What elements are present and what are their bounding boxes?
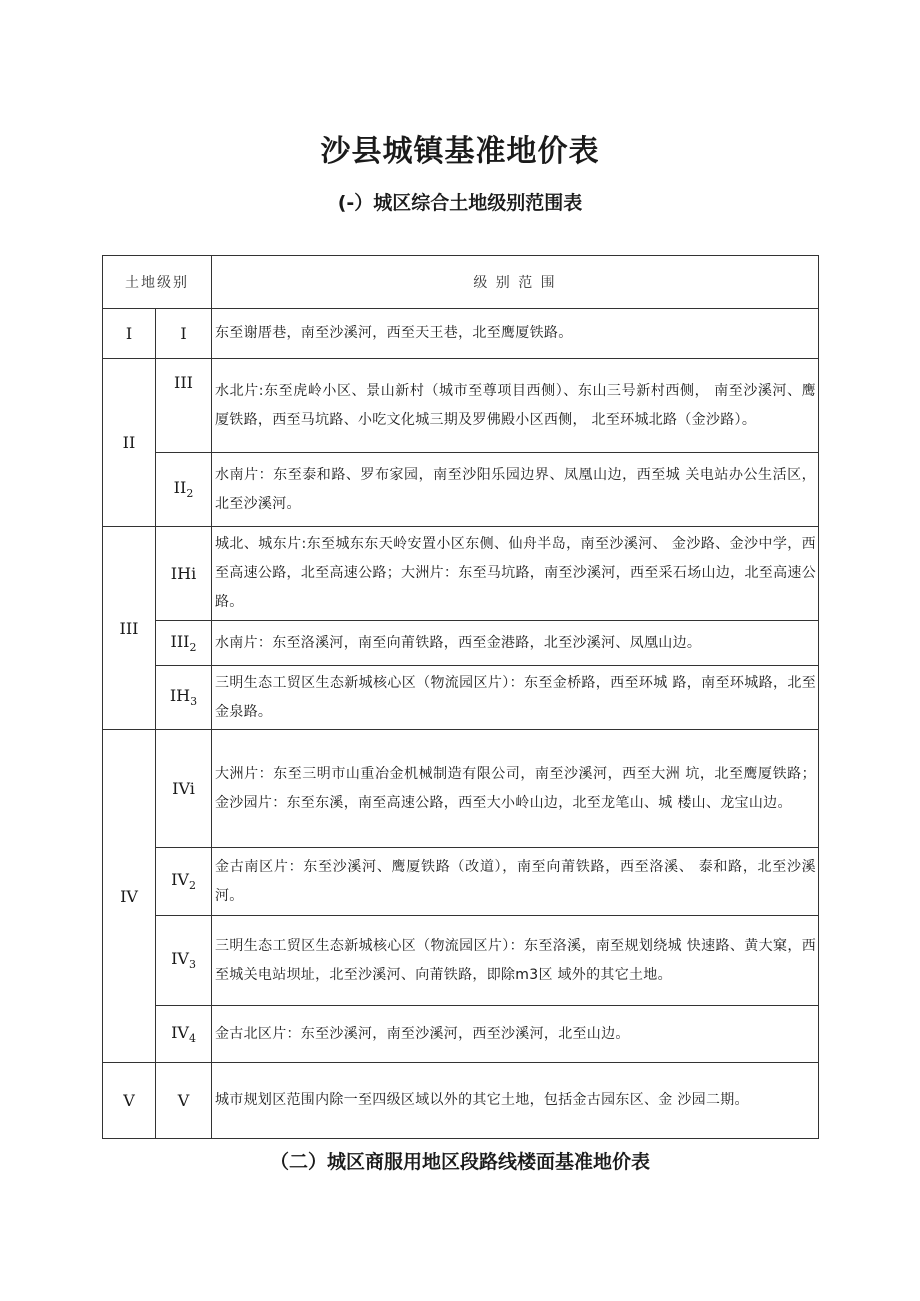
sub-level-cell [156, 1006, 212, 1063]
sub-level-subscript: 2 [186, 487, 194, 501]
table-row [103, 1063, 819, 1139]
table-row [103, 848, 819, 916]
range-description: 城市规划区范围内除一至四级区域以外的其它土地，包括金古园东区、金 沙园二期。 [212, 1063, 819, 1139]
table-header-row [103, 256, 819, 309]
sub-level-cell [156, 848, 212, 916]
table-row [103, 1006, 819, 1063]
table-row [103, 730, 819, 848]
table-row [103, 666, 819, 730]
range-description: 城北、城东片:东至城东东天岭安置小区东侧、仙舟半岛，南至沙溪河、 金沙路、金沙中学，西至高速公路，北至高速公路；大洲片：东至马坑路，南至沙溪河，西至采石场山边，北至高速公路。 [212, 527, 819, 621]
sub-level-cell: IVi [156, 730, 212, 848]
table-row [103, 916, 819, 1006]
range-description: 金古南区片：东至沙溪河、鹰厦铁路（改道），南至向莆铁路，西至洛溪、 泰和路，北至沙溪河。 [212, 848, 819, 916]
level-1-cell: V [103, 1063, 156, 1139]
sub-level-cell [156, 916, 212, 1006]
level-1-cell: III [103, 527, 156, 730]
header-land-level: 土地级别 [103, 256, 212, 309]
sub-level-subscript: 3 [188, 958, 196, 972]
sub-level-cell [156, 666, 212, 730]
sub-level-subscript: 3 [190, 695, 198, 709]
sub-level-main: IH [169, 686, 191, 706]
table-row [103, 359, 819, 453]
range-description: 三明生态工贸区生态新城核心区（物流园区片）：东至洛溪，南至规划绕城 快速路、黄大窠，西至城关电站坝址，北至沙溪河、向莆铁路，即除m3区 域外的其它土地。 [212, 916, 819, 1006]
range-description: 三明生态工贸区生态新城核心区（物流园区片）：东至金桥路，西至环城 路，南至环城路，北至金泉路。 [212, 666, 819, 730]
sub-level-cell [156, 453, 212, 527]
table-subtitle: (-）城区综合土地级别范围表 [337, 192, 583, 214]
level-1-cell: IV [103, 730, 156, 1063]
range-description: 水南片：东至洛溪河，南至向莆铁路，西至金港路，北至沙溪河、凤凰山边。 [212, 621, 819, 666]
header-level-range: 级 别 范 围 [212, 256, 819, 309]
sub-level-main: III [170, 631, 190, 651]
range-description: 东至谢厝巷，南至沙溪河，西至天王巷，北至鹰厦铁路。 [212, 309, 819, 359]
range-description: 大洲片：东至三明市山重冶金机械制造有限公司，南至沙溪河，西至大洲 坑，北至鹰厦铁路；金沙园片：东至东溪，南至高速公路，西至大小岭山边，北至龙笔山、城 楼山、龙宝山边。 [212, 730, 819, 848]
table-row [103, 527, 819, 621]
range-description: 水南片：东至泰和路、罗布家园，南至沙阳乐园边界、凤凰山边，西至城 关电站办公生活区，北至沙溪河。 [212, 453, 819, 527]
sub-level-subscript: 4 [188, 1032, 196, 1046]
sub-level-main: IV [171, 1022, 189, 1042]
sub-level-subscript: 2 [188, 879, 196, 893]
level-1-cell: II [103, 359, 156, 527]
sub-level-cell: I [156, 309, 212, 359]
section-2-title: （二）城区商服用地区段路线楼面基准地价表 [269, 1151, 650, 1173]
table-row [103, 453, 819, 527]
sub-level-main: IV [171, 870, 189, 890]
range-description: 水北片:东至虎岭小区、景山新村（城市至尊项目西侧）、东山三号新村西侧， 南至沙溪河、鹰厦铁路，西至马坑路、小吃文化城三期及罗佛殿小区西侧， 北至环城北路（金沙路）。 [212, 359, 819, 453]
sub-level-cell: V [156, 1063, 212, 1139]
sub-level-subscript: 2 [189, 641, 197, 655]
table-row [103, 309, 819, 359]
sub-level-main: II [173, 478, 187, 498]
sub-level-cell: IHi [156, 527, 212, 621]
level-1-cell: I [103, 309, 156, 359]
land-grade-table [102, 255, 819, 1139]
sub-level-main: IV [171, 949, 189, 969]
sub-level-cell: III [156, 359, 212, 453]
page-title: 沙县城镇基准地价表 [320, 134, 600, 169]
sub-level-cell [156, 621, 212, 666]
range-description: 金古北区片：东至沙溪河，南至沙溪河，西至沙溪河，北至山边。 [212, 1006, 819, 1063]
table-row [103, 621, 819, 666]
